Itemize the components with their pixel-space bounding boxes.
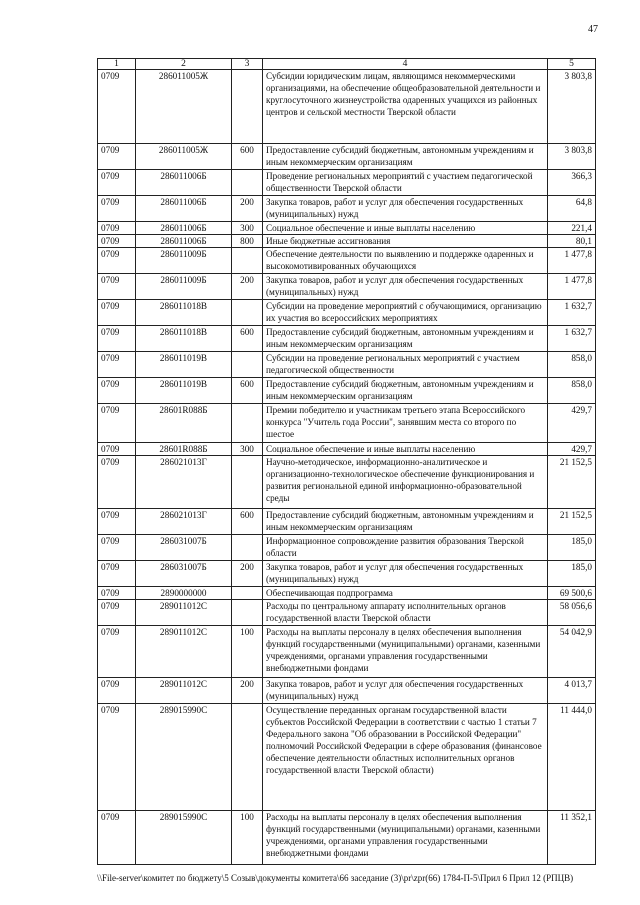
table-cell-c5: 221,4 — [548, 222, 596, 235]
table-cell-c5: 1 632,7 — [548, 300, 596, 326]
table-cell-c1: 0709 — [98, 535, 136, 561]
table-row — [98, 811, 596, 865]
table-cell-c5: 1 632,7 — [548, 326, 596, 352]
table-cell-c3 — [232, 352, 263, 378]
table-cell-c2: 286021013Г — [136, 509, 232, 535]
table-cell-c1: 0709 — [98, 443, 136, 456]
table-cell-c5: 21 152,5 — [548, 456, 596, 509]
table-cell-c1: 0709 — [98, 678, 136, 704]
table-cell-c2: 286011006Б — [136, 170, 232, 196]
table-cell-c2: 2890000000 — [136, 587, 232, 600]
table-cell-c4: Расходы на выплаты персоналу в целях обеспечения выполнения функций государственными (муниципальными) органами, казенными учреждениями, органами управления государственными внебюджетными фондами — [263, 811, 548, 865]
table-cell-c1: 0709 — [98, 170, 136, 196]
table-cell-c4: Обеспечение деятельности по выявлению и поддержке одаренных и высокомотивированных обучающихся — [263, 248, 548, 274]
table-row — [98, 443, 596, 456]
table-cell-c4: Предоставление субсидий бюджетным, автономным учреждениям и иным некоммерческим организациям — [263, 326, 548, 352]
table-row — [98, 170, 596, 196]
table-cell-c5: 1 477,8 — [548, 274, 596, 300]
table-cell-c1: 0709 — [98, 352, 136, 378]
table-cell-c4: Предоставление субсидий бюджетным, автономным учреждениям и иным некоммерческим организациям — [263, 144, 548, 170]
table-cell-c2: 289015990С — [136, 811, 232, 865]
table-cell-c3: 300 — [232, 443, 263, 456]
table-cell-c1: 0709 — [98, 248, 136, 274]
table-row — [98, 274, 596, 300]
table-cell-c3 — [232, 535, 263, 561]
table-cell-c3: 200 — [232, 678, 263, 704]
table-cell-c4: Социальное обеспечение и иные выплаты населению — [263, 222, 548, 235]
table-cell-c3 — [232, 587, 263, 600]
table-cell-c4: Научно-методическое, информационно-аналитическое и организационно-технологическое обеспечение функционирования и развития региональной единой информационно-образовательной среды — [263, 456, 548, 509]
table-row — [98, 600, 596, 626]
header-cell: 2 — [136, 59, 232, 70]
table-cell-c1: 0709 — [98, 222, 136, 235]
table-cell-c3 — [232, 70, 263, 144]
table-row — [98, 678, 596, 704]
table-row — [98, 561, 596, 587]
table-cell-c5: 58 056,6 — [548, 600, 596, 626]
table-cell-c5: 11 444,0 — [548, 704, 596, 811]
table-header-row — [98, 59, 596, 70]
table-cell-c5: 64,8 — [548, 196, 596, 222]
table-row — [98, 404, 596, 443]
table-row — [98, 352, 596, 378]
table-row — [98, 144, 596, 170]
table-row — [98, 456, 596, 509]
table-cell-c1: 0709 — [98, 274, 136, 300]
table-cell-c5: 858,0 — [548, 378, 596, 404]
table-cell-c4: Субсидии юридическим лицам, являющимся некоммерческими организациями, на обеспечение общеобразовательной деятельности и круглосуточного жизнеустройства одаренных учащихся из районных центров и сельской местности Тверской области — [263, 70, 548, 144]
table-cell-c2: 286021013Г — [136, 456, 232, 509]
table-row — [98, 509, 596, 535]
table-cell-c2: 286011019В — [136, 352, 232, 378]
table-cell-c4: Премии победителю и участникам третьего этапа Всероссийского конкурса "Учитель года России", занявшим места со второго по шестое — [263, 404, 548, 443]
table-cell-c5: 4 013,7 — [548, 678, 596, 704]
table-cell-c5: 1 477,8 — [548, 248, 596, 274]
table-cell-c2: 286011018В — [136, 326, 232, 352]
table-row — [98, 235, 596, 248]
table-cell-c4: Обеспечивающая подпрограмма — [263, 587, 548, 600]
table-cell-c5: 80,1 — [548, 235, 596, 248]
table-cell-c1: 0709 — [98, 404, 136, 443]
table-row — [98, 704, 596, 811]
table-cell-c5: 429,7 — [548, 443, 596, 456]
table-cell-c1: 0709 — [98, 144, 136, 170]
table-cell-c3: 100 — [232, 626, 263, 678]
table-cell-c2: 286031007Б — [136, 561, 232, 587]
table-cell-c1: 0709 — [98, 378, 136, 404]
table-cell-c5: 429,7 — [548, 404, 596, 443]
table-cell-c1: 0709 — [98, 300, 136, 326]
table-cell-c5: 21 152,5 — [548, 509, 596, 535]
table-cell-c4: Закупка товаров, работ и услуг для обеспечения государственных (муниципальных) нужд — [263, 274, 548, 300]
header-cell: 3 — [232, 59, 263, 70]
table-cell-c1: 0709 — [98, 196, 136, 222]
table-cell-c2: 286031007Б — [136, 535, 232, 561]
table-cell-c4: Проведение региональных мероприятий с участием педагогической общественности Тверской области — [263, 170, 548, 196]
table-cell-c5: 185,0 — [548, 535, 596, 561]
page-number: 47 — [588, 24, 598, 35]
header-cell: 5 — [548, 59, 596, 70]
table-cell-c3: 300 — [232, 222, 263, 235]
table-cell-c3 — [232, 456, 263, 509]
table-cell-c4: Предоставление субсидий бюджетным, автономным учреждениям и иным некоммерческим организациям — [263, 509, 548, 535]
table-cell-c4: Закупка товаров, работ и услуг для обеспечения государственных (муниципальных) нужд — [263, 561, 548, 587]
table-cell-c2: 289011012С — [136, 600, 232, 626]
table-cell-c4: Расходы по центральному аппарату исполнительных органов государственной власти Тверской области — [263, 600, 548, 626]
table-row — [98, 222, 596, 235]
table-cell-c3: 600 — [232, 144, 263, 170]
table-cell-c2: 289011012С — [136, 626, 232, 678]
table-cell-c5: 11 352,1 — [548, 811, 596, 865]
file-path-footer: \\File-server\комитет по бюджету\5 Созыв\документы комитета\66 заседание (3)\pr\zpr(66) 1784-П-5\Прил 6 Прил 12 (РПЦВ) — [97, 873, 574, 883]
table-cell-c1: 0709 — [98, 587, 136, 600]
table-cell-c1: 0709 — [98, 704, 136, 811]
table-cell-c4: Субсидии на проведение мероприятий с обучающимися, организацию их участия во всероссийских мероприятиях — [263, 300, 548, 326]
table-cell-c3 — [232, 404, 263, 443]
table-cell-c3: 200 — [232, 196, 263, 222]
table-row — [98, 378, 596, 404]
table-row — [98, 70, 596, 144]
table-cell-c1: 0709 — [98, 456, 136, 509]
table-cell-c1: 0709 — [98, 235, 136, 248]
table-row — [98, 626, 596, 678]
table-cell-c1: 0709 — [98, 600, 136, 626]
table-cell-c5: 69 500,6 — [548, 587, 596, 600]
table-cell-c2: 289011012С — [136, 678, 232, 704]
table-cell-c2: 286011005Ж — [136, 70, 232, 144]
table-cell-c2: 286011006Б — [136, 222, 232, 235]
budget-table — [97, 58, 596, 865]
table-cell-c4: Осуществление переданных органам государственной власти субъектов Российской Федерации в соответствии с частью 1 статьи 7 Федерального закона "Об образовании в Российской Федерации" полномочий Российской Федерации в сфере образования (финансовое обеспечение деятельности областных исполнительных органов государственной власти Тверской области) — [263, 704, 548, 811]
table-cell-c2: 28601R088Б — [136, 404, 232, 443]
table-row — [98, 326, 596, 352]
table-cell-c2: 286011019В — [136, 378, 232, 404]
table-row — [98, 248, 596, 274]
table-cell-c3 — [232, 600, 263, 626]
table-cell-c2: 286011018В — [136, 300, 232, 326]
table-cell-c2: 286011009Б — [136, 274, 232, 300]
table-cell-c4: Закупка товаров, работ и услуг для обеспечения государственных (муниципальных) нужд — [263, 196, 548, 222]
table-cell-c3 — [232, 300, 263, 326]
table-cell-c4: Иные бюджетные ассигнования — [263, 235, 548, 248]
table-cell-c5: 858,0 — [548, 352, 596, 378]
table-row — [98, 587, 596, 600]
table-cell-c5: 3 803,8 — [548, 144, 596, 170]
table-cell-c3: 200 — [232, 274, 263, 300]
table-cell-c2: 286011009Б — [136, 248, 232, 274]
header-cell: 4 — [263, 59, 548, 70]
table-cell-c3 — [232, 170, 263, 196]
table-cell-c3: 600 — [232, 509, 263, 535]
table-cell-c1: 0709 — [98, 326, 136, 352]
table-row — [98, 196, 596, 222]
table-cell-c4: Предоставление субсидий бюджетным, автономным учреждениям и иным некоммерческим организациям — [263, 378, 548, 404]
table-cell-c2: 289015990С — [136, 704, 232, 811]
header-cell: 1 — [98, 59, 136, 70]
table-cell-c4: Социальное обеспечение и иные выплаты населению — [263, 443, 548, 456]
table-cell-c3: 600 — [232, 378, 263, 404]
table-cell-c5: 185,0 — [548, 561, 596, 587]
table-cell-c3: 600 — [232, 326, 263, 352]
table-cell-c2: 28601R088Б — [136, 443, 232, 456]
table-cell-c2: 286011006Б — [136, 196, 232, 222]
table-cell-c2: 286011006Б — [136, 235, 232, 248]
table-cell-c2: 286011005Ж — [136, 144, 232, 170]
table-cell-c3: 200 — [232, 561, 263, 587]
table-cell-c1: 0709 — [98, 70, 136, 144]
table-cell-c1: 0709 — [98, 561, 136, 587]
table-cell-c4: Информационное сопровождение развития образования Тверской области — [263, 535, 548, 561]
table-cell-c3: 100 — [232, 811, 263, 865]
table-cell-c5: 54 042,9 — [548, 626, 596, 678]
table-cell-c1: 0709 — [98, 626, 136, 678]
table-cell-c3: 800 — [232, 235, 263, 248]
table-cell-c5: 366,3 — [548, 170, 596, 196]
table-cell-c3 — [232, 704, 263, 811]
table-cell-c5: 3 803,8 — [548, 70, 596, 144]
table-cell-c4: Закупка товаров, работ и услуг для обеспечения государственных (муниципальных) нужд — [263, 678, 548, 704]
table-cell-c3 — [232, 248, 263, 274]
table-cell-c4: Субсидии на проведение региональных мероприятий с участием педагогической общественности — [263, 352, 548, 378]
table-row — [98, 535, 596, 561]
table-cell-c4: Расходы на выплаты персоналу в целях обеспечения выполнения функций государственными (муниципальными) органами, казенными учреждениями, органами управления государственными внебюджетными фондами — [263, 626, 548, 678]
table-row — [98, 300, 596, 326]
table-cell-c1: 0709 — [98, 509, 136, 535]
table-cell-c1: 0709 — [98, 811, 136, 865]
